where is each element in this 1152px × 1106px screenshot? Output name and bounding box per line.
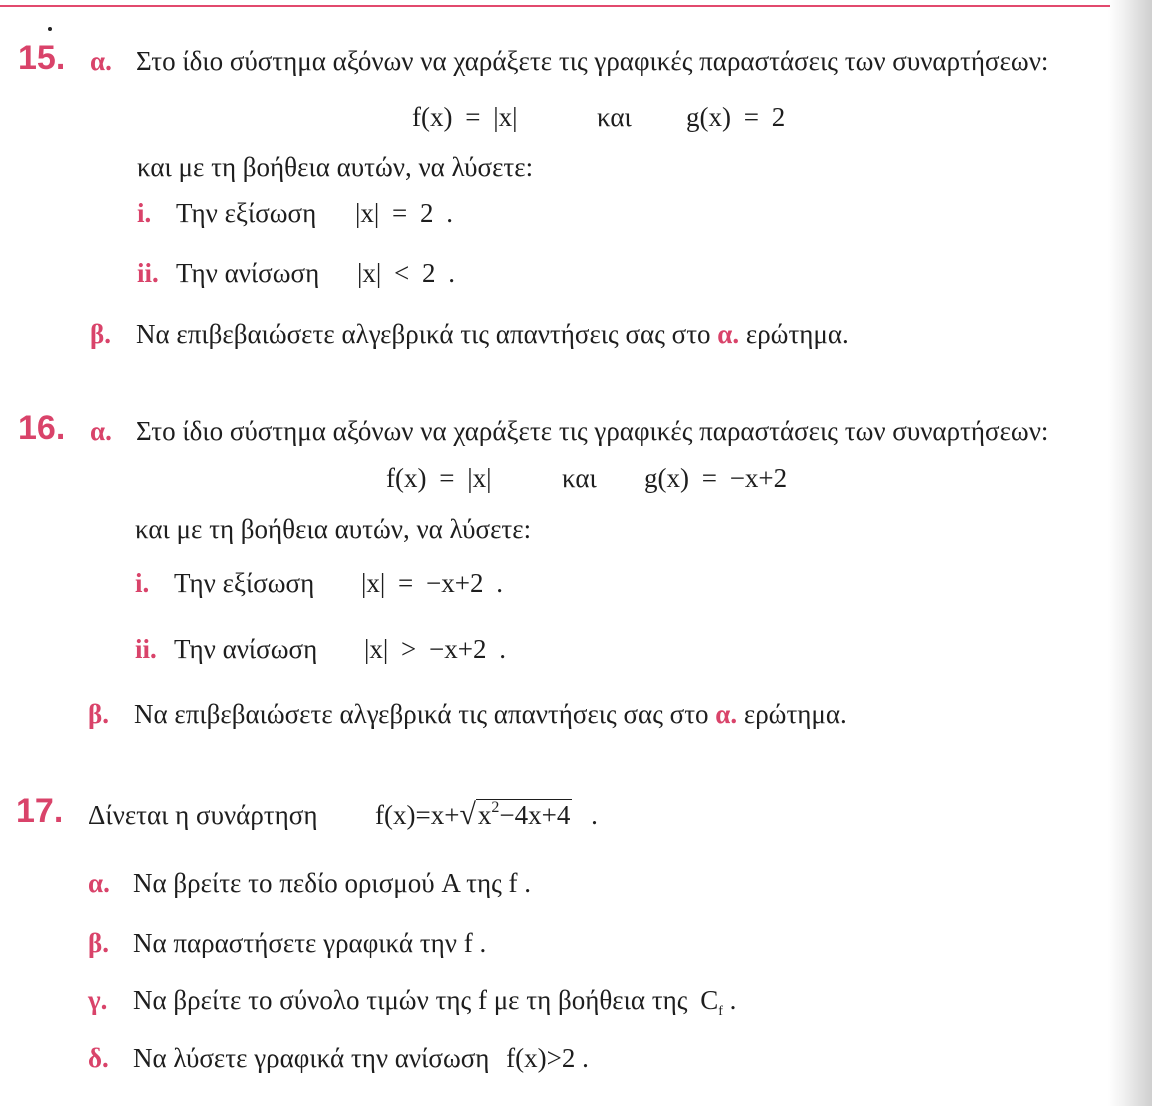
problem-15-help-text: και με τη βοήθεια αυτών, να λύσετε: xyxy=(137,152,534,182)
problem-17-d-label: δ. xyxy=(88,1043,109,1073)
top-dot xyxy=(48,27,52,31)
sqrt-sign: √ xyxy=(459,798,476,831)
problem-15-a-label: α. xyxy=(90,46,112,76)
problem-17-end-dot: . xyxy=(591,800,598,830)
problem-17-c-math xyxy=(700,985,723,1019)
problem-15-kai: και xyxy=(597,102,632,132)
page-edge-shadow xyxy=(1108,0,1152,1106)
problem-16-kai: και xyxy=(562,463,597,493)
problem-17-c-text xyxy=(133,983,736,1017)
c-math-base: C xyxy=(700,985,719,1015)
problem-15-b-reference: α. xyxy=(717,319,740,349)
problem-17-b-label: β. xyxy=(88,928,109,958)
problem-15-b-text-before: Να επιβεβαιώσετε αλγεβρικά τις απαντήσεις σας στο xyxy=(136,319,711,349)
problem-17-intro: Δίνεται η συνάρτηση xyxy=(88,800,318,830)
problem-15-g-definition: g(x) = 2 xyxy=(686,102,786,132)
problem-15-ii-text: Την ανίσωση xyxy=(176,258,320,288)
problem-17-number: 17. xyxy=(16,792,64,830)
problem-16-b-label: β. xyxy=(88,699,109,729)
problem-17-radicand xyxy=(476,799,572,830)
problem-15-ii-label: ii. xyxy=(137,258,159,288)
problem-17-a-label: α. xyxy=(88,868,110,898)
problem-15-f-definition: f(x) = |x| xyxy=(412,102,518,132)
problem-17-d-text-main: Να λύσετε γραφικά την ανίσωση xyxy=(133,1043,490,1073)
problem-15-i-text: Την εξίσωση xyxy=(176,198,317,228)
problem-15-i-equation: |x| = 2 . xyxy=(355,198,454,228)
problem-15-number: 15. xyxy=(18,39,66,77)
problem-17-c-label: γ. xyxy=(88,985,108,1015)
problem-17-f-lhs: f(x)=x+ xyxy=(375,800,460,830)
problem-16-number: 16. xyxy=(18,409,66,447)
problem-15-b-text xyxy=(136,317,849,351)
problem-17-d-inequality: f(x)>2 . xyxy=(506,1043,589,1073)
problem-15-b-label: β. xyxy=(90,319,111,349)
problem-16-b-text-before: Να επιβεβαιώσετε αλγεβρικά τις απαντήσεις σας στο xyxy=(134,699,709,729)
problem-16-b-reference: α. xyxy=(715,699,738,729)
problem-16-i-label: i. xyxy=(135,568,150,598)
problem-17-function-definition xyxy=(375,798,598,832)
problem-16-a-label: α. xyxy=(90,416,112,446)
radicand-rest: −4x+4 xyxy=(499,800,571,830)
problem-16-ii-inequality: |x| > −x+2 . xyxy=(364,634,506,664)
problem-17-b-text: Να παραστήσετε γραφικά την f . xyxy=(133,928,487,958)
problem-17-d-text xyxy=(133,1041,589,1075)
problem-16-i-equation: |x| = −x+2 . xyxy=(361,568,503,598)
problem-15-ii-inequality: |x| < 2 . xyxy=(357,258,456,288)
problem-15-a-text: Στο ίδιο σύστημα αξόνων να χαράξετε τις γραφικές παραστάσεις των συναρτήσεων: xyxy=(136,46,1049,76)
problem-16-help-text: και με τη βοήθεια αυτών, να λύσετε: xyxy=(135,514,532,544)
problem-16-b-text xyxy=(134,697,847,731)
problem-16-i-text: Την εξίσωση xyxy=(174,568,315,598)
problem-16-ii-label: ii. xyxy=(135,634,157,664)
radicand-base: x xyxy=(477,800,492,830)
top-rule xyxy=(0,5,1110,7)
problem-15-i-label: i. xyxy=(137,198,152,228)
radicand-exponent: 2 xyxy=(491,799,500,816)
problem-16-g-definition: g(x) = −x+2 xyxy=(644,463,788,493)
c-math-sub: f xyxy=(718,1004,723,1019)
problem-17-c-text-main: Να βρείτε το σύνολο τιμών της f με τη βοήθεια της xyxy=(133,985,688,1015)
problem-17-sqrt xyxy=(459,798,572,832)
problem-17-c-dot: . xyxy=(729,985,737,1015)
problem-16-b-text-after: ερώτημα. xyxy=(743,699,847,729)
problem-16-f-definition: f(x) = |x| xyxy=(386,463,492,493)
problem-17-a-text: Να βρείτε το πεδίο ορισμού A της f . xyxy=(133,868,531,898)
problem-16-ii-text: Την ανίσωση xyxy=(174,634,318,664)
problem-15-b-text-after: ερώτημα. xyxy=(745,319,849,349)
problem-16-a-text: Στο ίδιο σύστημα αξόνων να χαράξετε τις γραφικές παραστάσεις των συναρτήσεων: xyxy=(136,416,1049,446)
